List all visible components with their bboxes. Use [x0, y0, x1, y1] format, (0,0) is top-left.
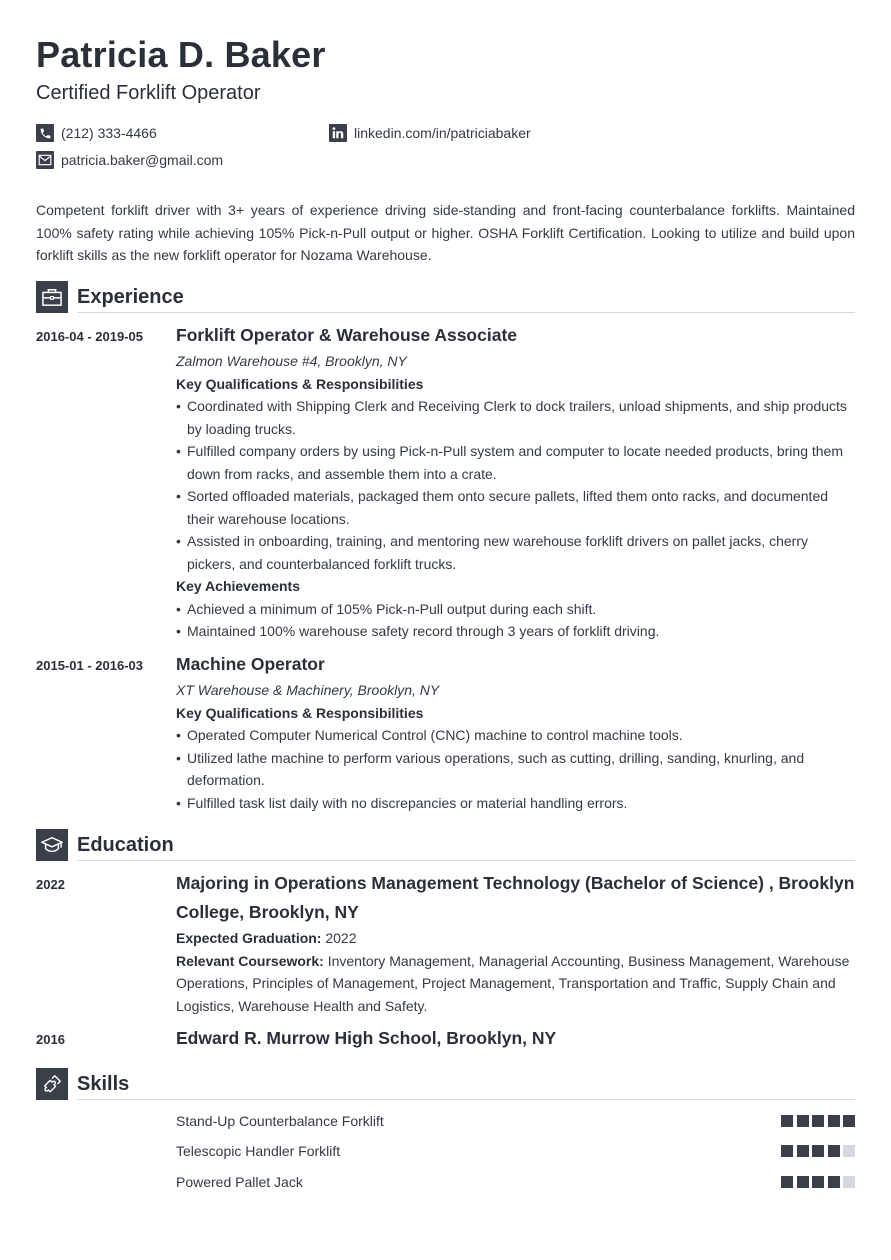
candidate-title: Certified Forklift Operator: [36, 82, 261, 104]
list-item: • Achieved a minimum of 105% Pick-n-Pull output during each shift.: [176, 598, 855, 621]
skill-row: [176, 1141, 855, 1161]
skills-heading: Skills: [77, 1073, 130, 1095]
section-divider: [77, 1099, 855, 1100]
list-item: • Maintained 100% warehouse safety record through 3 years of forklift driving.: [176, 620, 855, 643]
rating-dot-filled: [781, 1115, 793, 1127]
rating-dot-filled: [797, 1145, 809, 1157]
skill-name: Powered Pallet Jack: [176, 1174, 303, 1190]
education-entry-2: [176, 1024, 855, 1053]
skill-rating: [778, 1115, 856, 1127]
responsibility-list: [176, 724, 855, 814]
phone-text: (212) 333-4466: [61, 125, 157, 141]
briefcase-icon: [36, 281, 68, 313]
coursework-value: Inventory Management, Managerial Accounting, Business Management, Warehouse Operations, Principles of Management, Project Management, Transportation and Traffic, Supply Chain and Logistics, Warehouse Health and Safety.: [176, 952, 850, 1014]
linkedin-icon: [329, 124, 347, 142]
skill-rating: [778, 1145, 856, 1157]
skill-row: [176, 1172, 855, 1192]
job-title: Forklift Operator & Warehouse Associate: [176, 325, 518, 345]
education-section-header: [36, 829, 855, 861]
email-icon: [36, 151, 54, 169]
job-company: Zalmon Warehouse #4, Brooklyn, NY: [176, 353, 407, 369]
expected-graduation: [176, 927, 855, 950]
rating-dot-filled: [781, 1145, 793, 1157]
section-divider: [77, 312, 855, 313]
experience-heading: Experience: [77, 286, 184, 308]
rating-dot-filled: [843, 1115, 855, 1127]
qualifications-heading: Key Qualifications & Responsibilities: [176, 704, 424, 721]
experience-section-header: [36, 281, 855, 313]
graduation-cap-icon: [36, 829, 68, 861]
profile-summary: Competent forklift driver with 3+ years of experience driving side-standing and front-facing counterbalance forklifts. Maintained 100% safety rating while achieving 105% Pick-n-Pull output or higher. OSHA Forklift Certification. Looking to utilize and build upon forklift skills as the new forklift operator for Nozama Warehouse.: [36, 202, 855, 263]
candidate-name: Patricia D. Baker: [36, 34, 326, 75]
list-item: • Coordinated with Shipping Clerk and Receiving Clerk to dock trailers, unload shipments, and ship products by loading trucks.: [176, 395, 855, 440]
school-title: Edward R. Murrow High School, Brooklyn, NY: [176, 1028, 557, 1048]
rating-dot-filled: [812, 1115, 824, 1127]
rating-dot-filled: [797, 1115, 809, 1127]
job-entry-2: [176, 650, 855, 814]
relevant-coursework: [176, 950, 855, 1018]
contact-email[interactable]: [36, 151, 223, 169]
list-item: • Operated Computer Numerical Control (CNC) machine to control machine tools.: [176, 724, 855, 747]
linkedin-text: linkedin.com/in/patriciabaker: [354, 125, 531, 141]
rating-dot-empty: [843, 1145, 855, 1157]
email-text: patricia.baker@gmail.com: [61, 152, 224, 168]
job-dates: 2016-04 - 2019-05: [36, 329, 143, 344]
rating-dot-filled: [828, 1115, 840, 1127]
skill-name: Telescopic Handler Forklift: [176, 1143, 341, 1159]
rating-dot-filled: [797, 1176, 809, 1188]
list-item: • Sorted offloaded materials, packaged them onto secure pallets, lifted them onto racks, and documented their warehouse locations.: [176, 485, 855, 530]
education-year: 2016: [36, 1032, 65, 1047]
list-item: • Assisted in onboarding, training, and mentoring new warehouse forklift drivers on pallet jacks, cherry pickers, and counterbalanced forklift trucks.: [176, 530, 855, 575]
qualifications-heading: Key Qualifications & Responsibilities: [176, 375, 424, 392]
contact-phone[interactable]: [36, 124, 157, 142]
rating-dot-filled: [828, 1145, 840, 1157]
job-entry-1: [176, 321, 855, 643]
responsibility-list: [176, 395, 855, 575]
rating-dot-empty: [843, 1176, 855, 1188]
graduation-value: 2022: [325, 930, 357, 946]
skill-name: Stand-Up Counterbalance Forklift: [176, 1113, 384, 1129]
job-title: Machine Operator: [176, 654, 325, 674]
education-entry-1: [176, 869, 855, 1017]
phone-icon: [36, 124, 54, 142]
degree-title: Majoring in Operations Management Technology (Bachelor of Science) , Brooklyn College, Brooklyn, NY: [176, 873, 855, 922]
skill-rating: [778, 1176, 856, 1188]
job-company: XT Warehouse & Machinery, Brooklyn, NY: [176, 682, 440, 698]
graduation-label: Expected Graduation:: [176, 930, 322, 946]
puzzle-icon: [36, 1068, 68, 1100]
list-item: • Fulfilled company orders by using Pick-n-Pull system and computer to locate needed products, bring them down from racks, and assemble them into a crate.: [176, 440, 855, 485]
rating-dot-filled: [812, 1145, 824, 1157]
coursework-label: Relevant Coursework:: [176, 952, 324, 969]
skill-row: [176, 1111, 855, 1131]
section-divider: [77, 860, 855, 861]
list-item: • Utilized lathe machine to perform various operations, such as cutting, drilling, sanding, knurling, and deformation.: [176, 747, 855, 792]
achievement-list: [176, 598, 855, 643]
education-heading: Education: [77, 834, 174, 856]
rating-dot-filled: [828, 1176, 840, 1188]
job-dates: 2015-01 - 2016-03: [36, 658, 143, 673]
contact-linkedin[interactable]: [329, 124, 531, 142]
skills-section-header: [36, 1068, 855, 1100]
rating-dot-filled: [781, 1176, 793, 1188]
education-year: 2022: [36, 877, 65, 892]
list-item: • Fulfilled task list daily with no discrepancies or material handling errors.: [176, 792, 855, 815]
rating-dot-filled: [812, 1176, 824, 1188]
achievements-heading: Key Achievements: [176, 578, 300, 594]
